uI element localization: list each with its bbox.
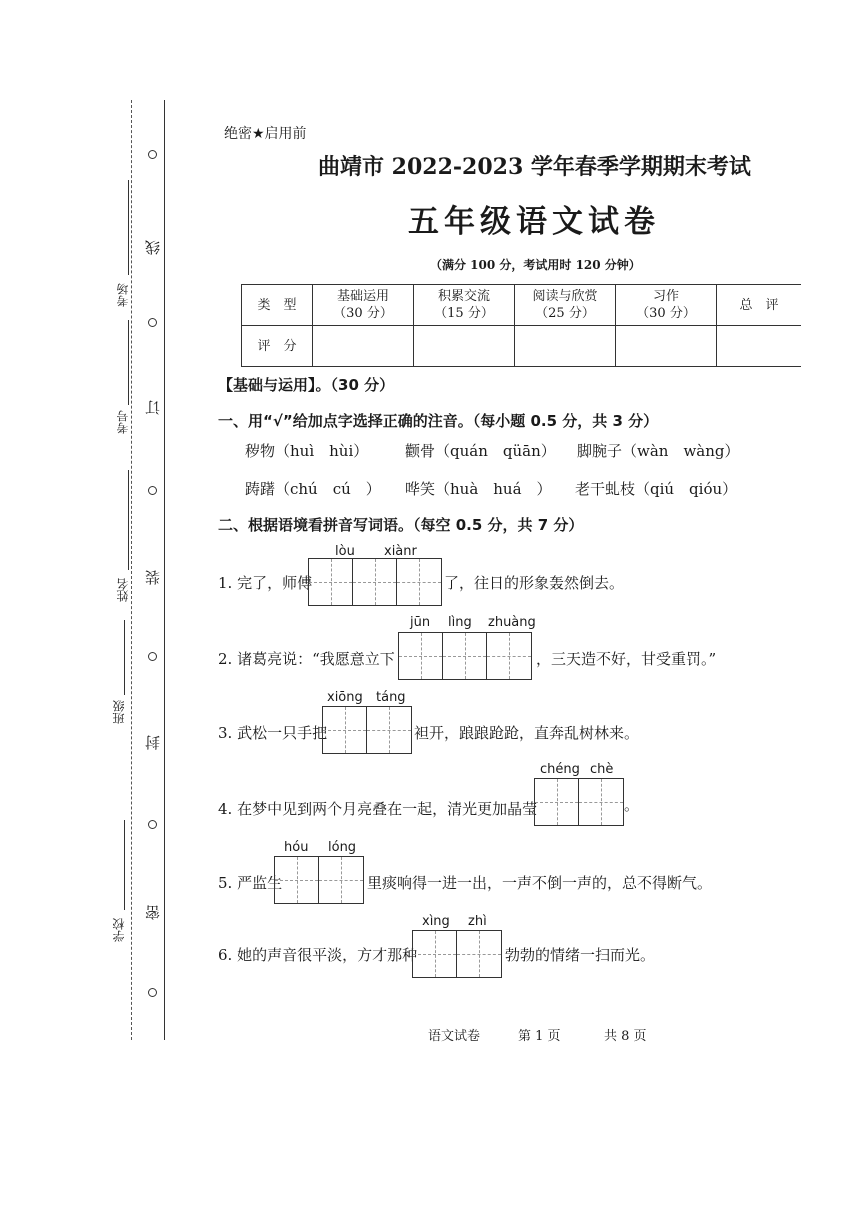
field-label-banji: 班级 xyxy=(112,700,126,724)
binding-hole-icon xyxy=(148,486,157,495)
binding-mark-ding: 订 xyxy=(144,400,162,415)
q2-item-text: 1. 完了，师傅 xyxy=(218,574,313,592)
pinyin-label: zhì xyxy=(468,914,487,929)
char-box[interactable] xyxy=(319,857,363,903)
score-cell[interactable] xyxy=(414,326,515,367)
q2-item-text: 里痰响得一进一出，一声不倒一声的，总不得断气。 xyxy=(367,874,713,892)
score-table xyxy=(241,284,801,367)
char-box[interactable] xyxy=(309,559,353,605)
q1-item[interactable]: 脚腕子（wàn wàng） xyxy=(577,442,740,460)
char-box[interactable] xyxy=(579,779,623,825)
field-label-kaochang: 考场 xyxy=(116,283,130,307)
char-box[interactable] xyxy=(457,931,501,977)
q2-heading: 二、根据语境看拼音写词语。（每空 0.5 分，共 7 分） xyxy=(218,516,584,534)
char-box[interactable] xyxy=(535,779,579,825)
q2-item-text: 袒开，踉踉跄跄，直奔乱树林来。 xyxy=(414,724,640,742)
binding-dashed-line xyxy=(131,100,132,1040)
pinyin-label: xiōng xyxy=(327,690,363,705)
score-header-reading: 阅读与欣赏 （25 分） xyxy=(515,285,616,326)
q2-item-text: ，三天造不好，甘受重罚。” xyxy=(536,650,717,668)
exam-subtitle: 五年级语文试卷 xyxy=(408,204,660,240)
char-box[interactable] xyxy=(353,559,397,605)
score-cell[interactable] xyxy=(515,326,616,367)
char-box[interactable] xyxy=(397,559,441,605)
q1-item[interactable]: 秽物（huì hùi） xyxy=(245,442,369,460)
score-header-type: 类 型 xyxy=(242,285,313,326)
field-label-xuexiao: 学校 xyxy=(112,918,126,942)
char-box[interactable] xyxy=(413,931,457,977)
q1-item[interactable]: 颧骨（quán qüān） xyxy=(405,442,556,460)
q2-item-text: 3. 武松一只手把 xyxy=(218,724,328,742)
exam-title: 曲靖市 2022-2023 学年春季学期期末考试 xyxy=(318,154,751,180)
pinyin-label: zhuàng xyxy=(488,615,536,630)
binding-mark-mi: 密 xyxy=(144,905,162,920)
binding-hole-icon xyxy=(148,988,157,997)
q1-item[interactable]: 踌躇（chú cú ） xyxy=(245,480,381,498)
char-box[interactable] xyxy=(487,633,531,679)
q2-item-text: 。 xyxy=(624,796,640,814)
pinyin-label: xìng xyxy=(422,914,450,929)
score-header-total: 总 评 xyxy=(717,285,802,326)
q2-item-text: 4. 在梦中见到两个月亮叠在一起，清光更加晶莹 xyxy=(218,800,538,818)
pinyin-label: lìng xyxy=(448,615,472,630)
answer-boxes[interactable] xyxy=(412,930,502,978)
field-line-xuexiao xyxy=(124,820,125,910)
answer-boxes[interactable] xyxy=(534,778,624,826)
binding-hole-icon xyxy=(148,652,157,661)
field-label-kaohao: 考号 xyxy=(116,410,130,434)
char-box[interactable] xyxy=(443,633,487,679)
q2-item-text: 6. 她的声音很平淡，方才那种 xyxy=(218,946,418,964)
field-line-kaohao xyxy=(128,320,129,405)
char-box[interactable] xyxy=(323,707,367,753)
binding-hole-icon xyxy=(148,318,157,327)
char-box[interactable] xyxy=(367,707,411,753)
q2-item-text: 了，往日的形象轰然倒去。 xyxy=(444,574,625,592)
field-line-xingming xyxy=(128,470,129,570)
binding-hole-icon xyxy=(148,820,157,829)
q1-item[interactable]: 老干虬枝（qiú qióu） xyxy=(575,480,738,498)
field-label-xingming: 姓名 xyxy=(116,578,130,602)
score-header-writing: 习作 （30 分） xyxy=(616,285,717,326)
q2-item-text: 勃勃的情绪一扫而光。 xyxy=(505,946,656,964)
section-heading-basics: 【基础与运用】。（30 分） xyxy=(218,376,395,394)
char-box[interactable] xyxy=(275,857,319,903)
pinyin-label: lóng xyxy=(328,840,357,855)
q1-item[interactable]: 哗笑（huà huá ） xyxy=(405,480,552,498)
score-cell[interactable] xyxy=(717,326,802,367)
pinyin-label: hóu xyxy=(284,840,309,855)
pinyin-label: chéng xyxy=(540,762,580,777)
score-header-basic: 基础运用 （30 分） xyxy=(313,285,414,326)
binding-hole-icon xyxy=(148,150,157,159)
field-line-kaochang xyxy=(128,180,129,275)
pinyin-label: lòu xyxy=(335,544,355,559)
answer-boxes[interactable] xyxy=(322,706,412,754)
footer-subject: 语文试卷 xyxy=(428,1029,481,1044)
score-cell[interactable] xyxy=(313,326,414,367)
binding-mark-feng: 封 xyxy=(144,735,162,750)
pinyin-label: chè xyxy=(590,762,614,777)
score-cell[interactable] xyxy=(616,326,717,367)
answer-boxes[interactable] xyxy=(274,856,364,904)
score-row-label: 评 分 xyxy=(242,326,313,367)
binding-mark-zhuang: 装 xyxy=(144,570,162,585)
binding-mark-xian: 线 xyxy=(144,240,162,255)
q1-heading: 一、用“√”给加点字选择正确的注音。（每小题 0.5 分，共 3 分） xyxy=(218,412,659,430)
footer-total: 共 8 页 xyxy=(604,1029,647,1044)
footer-page: 第 1 页 xyxy=(518,1029,561,1044)
binding-solid-line xyxy=(164,100,165,1040)
answer-boxes[interactable] xyxy=(308,558,442,606)
pinyin-label: xiànr xyxy=(384,544,417,559)
field-line-banji xyxy=(124,620,125,695)
char-box[interactable] xyxy=(399,633,443,679)
answer-boxes[interactable] xyxy=(398,632,532,680)
exam-note: （满分 100 分，考试用时 120 分钟） xyxy=(430,258,641,272)
pinyin-label: táng xyxy=(376,690,406,705)
q2-item-text: 2. 诸葛亮说：“我愿意立下 xyxy=(218,650,395,668)
pinyin-label: jūn xyxy=(410,615,431,630)
score-header-accumulate: 积累交流 （15 分） xyxy=(414,285,515,326)
secret-label: 绝密★启用前 xyxy=(224,126,307,142)
q2-item-text: 5. 严监生 xyxy=(218,874,283,892)
